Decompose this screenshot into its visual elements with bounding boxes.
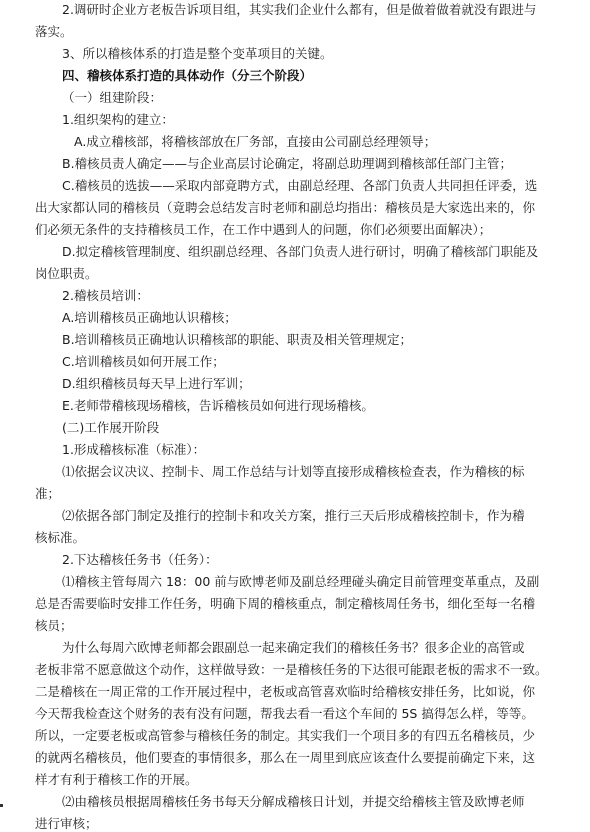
text-line: 2.下达稽核任务书（任务）： bbox=[62, 552, 218, 567]
text-line: 今天帮我检查这个财务的表有没有问题，帮我去看一看这个车间的 5S 搞得怎么样，等等。 bbox=[35, 706, 534, 721]
text-line: 核标准。 bbox=[35, 530, 86, 545]
text-line: B.培训稽核员正确地认识稽核部的职能、职责及相关管理规定； bbox=[62, 332, 413, 347]
text-line: A.成立稽核部，将稽核部放在厂务部，直接由公司副总经理领导； bbox=[74, 134, 437, 149]
section-heading: 四、稽核体系打造的具体动作（分三个阶段） bbox=[62, 68, 313, 83]
text-line: ⑵由稽核员根据周稽核任务书每天分解成稽核日计划，并提交给稽核主管及欧博老师 bbox=[62, 794, 525, 809]
subsection-heading: （一）组建阶段： bbox=[62, 90, 163, 105]
text-line: 的就两名稽核员，他们要查的事情很多，那么在一周里到底应该查什么要提前确定下来，这 bbox=[35, 750, 536, 765]
text-line: 样才有利于稽核工作的开展。 bbox=[35, 772, 198, 787]
text-line: D.拟定稽核管理制度、组织副总经理、各部门负责人进行研讨，明确了稽核部门职能及 bbox=[62, 244, 539, 259]
text-line: C.培训稽核员如何开展工作； bbox=[62, 354, 225, 369]
text-line: 核员； bbox=[35, 618, 73, 633]
text-line: 为什么每周六欧博老师都会跟副总一起来确定我们的稽核任务书？很多企业的高管或 bbox=[62, 640, 525, 655]
text-line: 二是稽核在一周正常的工作开展过程中，老板或高管喜欢临时给稽核安排任务，比如说，你 bbox=[35, 684, 536, 699]
text-line: 准； bbox=[35, 486, 61, 501]
text-line: 2.调研时企业方老板告诉项目组，其实我们企业什么都有，但是做着做着就没有跟进与 bbox=[62, 2, 537, 17]
text-line: 出大家都认同的稽核员（竟聘会总结发言时老师和副总均指出：稽核员是大家选出来的，你 bbox=[35, 200, 536, 215]
text-line: A.培训稽核员正确地认识稽核； bbox=[62, 310, 237, 325]
text-line: 1.形成稽核标准（标准）： bbox=[62, 442, 206, 457]
text-line: ⑴依据会议决议、控制卡、周工作总结与计划等直接形成稽核检查表，作为稽核的标 bbox=[62, 464, 525, 479]
text-line: 所以，一定要老板或高管参与稽核任务的制定。其实我们一个项目多的有四五名稽核员，少 bbox=[35, 728, 536, 743]
text-line: E.老师带稽核现场稽核，告诉稽核员如何进行现场稽核。 bbox=[62, 398, 374, 413]
page-edge-mark bbox=[0, 804, 3, 807]
text-line: 落实。 bbox=[35, 24, 73, 39]
text-line: 1.组织架构的建立： bbox=[62, 112, 174, 127]
text-line: ⑴稽核主管每周六 18：00 前与欧博老师及副总经理碰头确定目前管理变革重点，及副 bbox=[62, 574, 540, 589]
text-line: 3、所以稽核体系的打造是整个变革项目的关键。 bbox=[62, 46, 333, 61]
text-line: D.组织稽核员每天早上进行军训； bbox=[62, 376, 251, 391]
text-line: 2.稽核员培训： bbox=[62, 288, 149, 303]
text-line: C.稽核员的选拔——采取内部竟聘方式，由副总经理、各部门负责人共同担任评委，选 bbox=[62, 178, 538, 193]
text-line: 进行审核； bbox=[35, 816, 98, 831]
text-line: B.稽核员责人确定——与企业高层讨论确定，将副总助理调到稽核部任部门主管； bbox=[62, 156, 513, 171]
text-line: 老板非常不愿意做这个动作，这样做导致：一是稽核任务的下达很可能跟老板的需求不一致。 bbox=[35, 662, 548, 677]
subsection-heading: (二)工作展开阶段 bbox=[62, 420, 160, 435]
text-line: ⑵依据各部门制定及推行的控制卡和攻关方案，推行三天后形成稽核控制卡，作为稽 bbox=[62, 508, 525, 523]
text-line: 们必须无条件的支持稽核员工作，在工作中遇到人的问题，你们必须要出面解决）； bbox=[35, 222, 492, 237]
text-line: 岗位职责。 bbox=[35, 266, 98, 281]
text-line: 总是否需要临时安排工作任务，明确下周的稽核重点，制定稽核周任务书，细化至每一名稽 bbox=[35, 596, 536, 611]
